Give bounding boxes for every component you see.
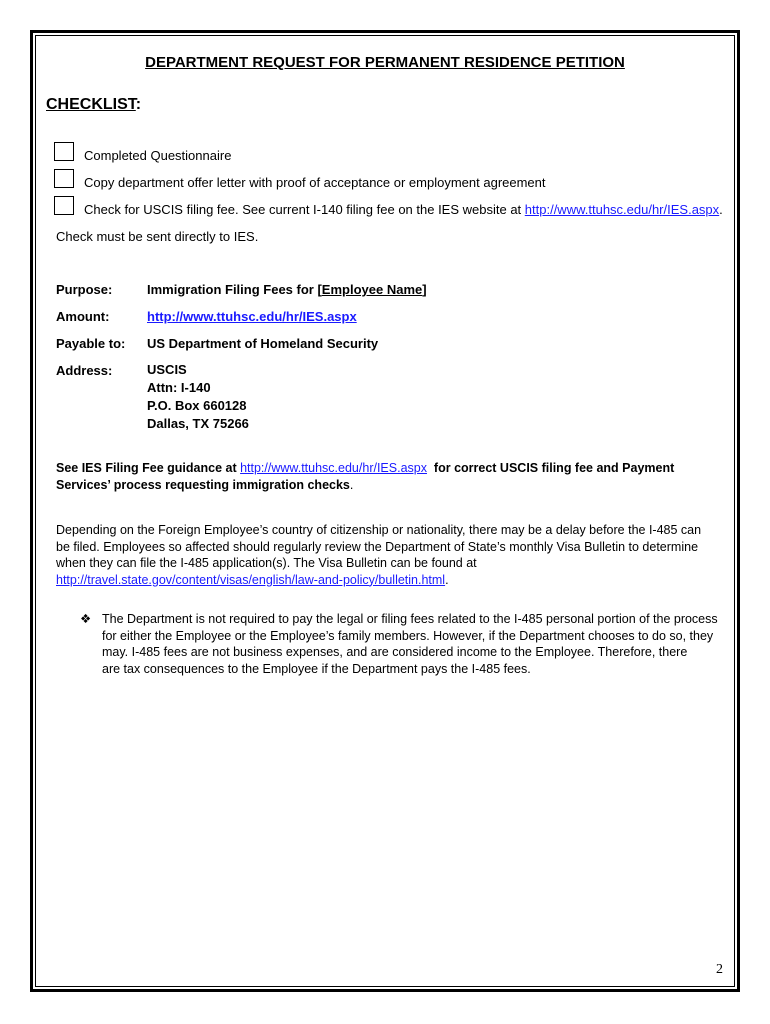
checkbox-questionnaire[interactable] — [54, 142, 74, 161]
filing-fee-text: Check for USCIS filing fee. See current I-140 filing fee on the IES website at — [84, 202, 525, 217]
filing-fee-text-end: . — [719, 202, 723, 217]
amount-label: Amount: — [56, 309, 110, 324]
address-line: USCIS — [147, 362, 187, 377]
paragraph-line: may. I-485 fees are not business expenses, and are considered income to the Employee. Therefore, there — [102, 645, 688, 659]
guidance-text-end: . — [349, 477, 354, 492]
page-number: 2 — [716, 962, 723, 977]
paragraph-line: be filed. Employees so affected should regularly review the Department of State’s monthly Visa Bulletin to determine — [56, 539, 699, 554]
page-title: DEPARTMENT REQUEST FOR PERMANENT RESIDENCE PETITION — [145, 54, 625, 71]
checkbox-filing-fee[interactable] — [54, 196, 74, 215]
paragraph-line: when they can file the I-485 application(s). The Visa Bulletin can be found at — [56, 556, 477, 570]
checklist-heading — [46, 96, 141, 114]
address-label: Address: — [56, 363, 113, 378]
bullet-paragraph — [102, 611, 742, 677]
payable-to-value: US Department of Homeland Security — [147, 336, 379, 351]
checklist-heading-text: CHECKLIST — [46, 96, 136, 113]
checklist-item-filing-fee — [84, 202, 723, 218]
bullet-diamond-icon: ❖ — [80, 612, 92, 626]
purpose-label: Purpose: — [56, 282, 113, 297]
amount-link[interactable]: http://www.ttuhsc.edu/hr/IES.aspx — [147, 309, 357, 324]
visa-delay-paragraph — [56, 522, 740, 588]
guidance-text-cont: for correct USCIS filing fee and Payment — [426, 461, 675, 475]
address-line: Attn: I-140 — [147, 380, 211, 395]
paragraph-line: are tax consequences to the Employee if the Department pays the I-485 fees. — [102, 661, 531, 676]
checklist-item-questionnaire: Completed Questionnaire — [84, 148, 232, 163]
purpose-value-text: Immigration Filing Fees for [ — [147, 282, 322, 297]
address-line: Dallas, TX 75266 — [147, 416, 249, 431]
paragraph-line: for either the Employee or the Employee’s family members. However, if the Department chooses to do so, they — [102, 628, 714, 643]
checklist-note: Check must be sent directly to IES. — [56, 229, 259, 244]
checkbox-offer-letter[interactable] — [54, 169, 74, 188]
employee-name-placeholder: Employee Name — [321, 282, 423, 297]
address-line: P.O. Box 660128 — [147, 398, 247, 413]
guidance-paragraph — [56, 460, 736, 493]
guidance-text: See IES Filing Fee guidance at — [56, 461, 241, 475]
purpose-value — [147, 281, 427, 299]
ies-website-link[interactable]: http://www.ttuhsc.edu/hr/IES.aspx — [524, 202, 720, 217]
visa-bulletin-link[interactable]: http://travel.state.gov/content/visas/english/law-and-policy/bulletin.html — [56, 572, 446, 587]
paragraph-line: The Department is not required to pay the legal or filing fees related to the I-485 personal portion of the process — [102, 612, 718, 626]
address-block — [147, 361, 249, 433]
payable-to-label: Payable to: — [56, 336, 126, 351]
guidance-link[interactable]: http://www.ttuhsc.edu/hr/IES.aspx — [240, 461, 427, 475]
checklist-item-offer-letter: Copy department offer letter with proof of acceptance or employment agreement — [84, 175, 546, 190]
paragraph-end: . — [445, 572, 449, 587]
guidance-text-line2: Services’ process requesting immigration checks — [56, 477, 350, 492]
checklist-heading-colon: : — [135, 96, 142, 113]
purpose-value-end: ] — [422, 282, 427, 297]
paragraph-line: Depending on the Foreign Employee’s country of citizenship or nationality, there may be a delay before the I-485 can — [56, 523, 702, 537]
